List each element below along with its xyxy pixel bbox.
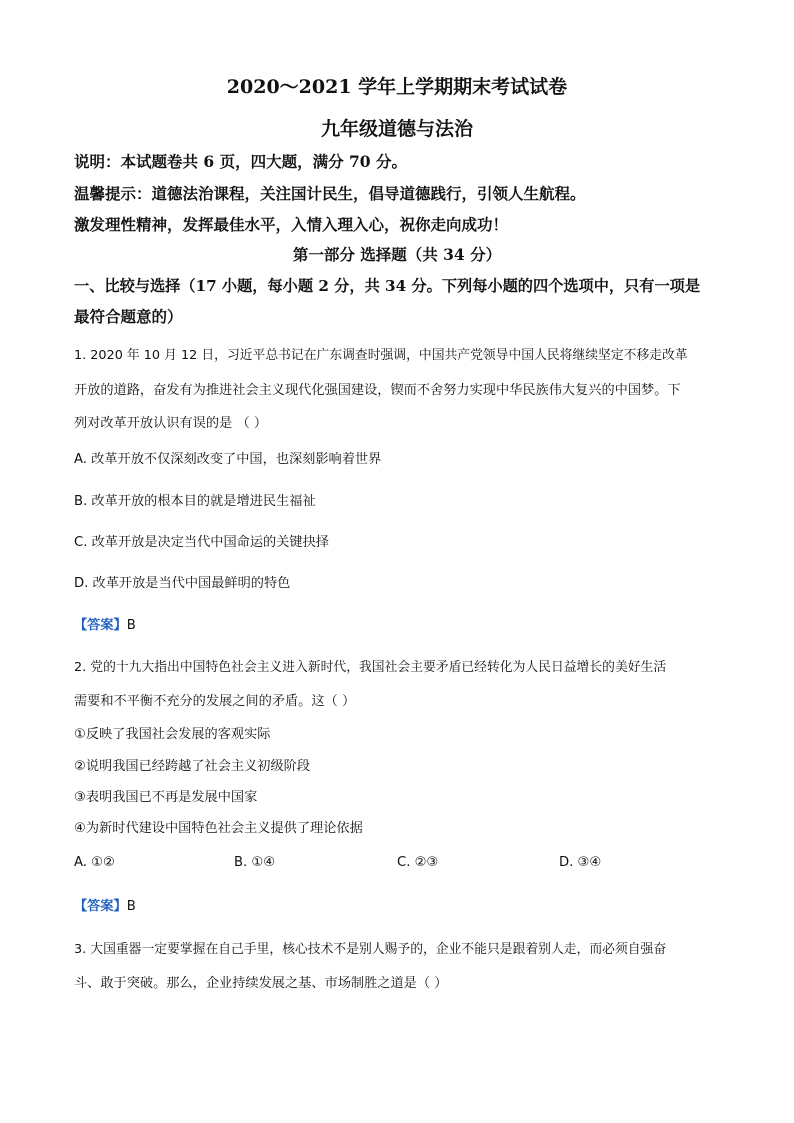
answer-line (74, 614, 136, 633)
question-stem-line: 3. 大国重器一定要掌握在自己手里，核心技术不是别人赐予的，企业不能只是跟着别人走，而必须自强奋 (74, 942, 667, 957)
question-stem-line: 列对改革开放认识有误的是 （ ） (74, 416, 268, 431)
statement-1: ①反映了我国社会发展的客观实际 (74, 727, 271, 742)
option-a: A. ①② (74, 855, 115, 870)
statement-4: ④为新时代建设中国特色社会主义提供了理论依据 (74, 821, 363, 836)
option-c: C. 改革开放是决定当代中国命运的关键抉择 (74, 535, 329, 550)
option-d: D. ③④ (559, 855, 602, 870)
statement-2: ②说明我国已经跨越了社会主义初级阶段 (74, 759, 311, 774)
option-d: D. 改革开放是当代中国最鲜明的特色 (74, 576, 291, 591)
exam-instruction: 说明：本试题卷共 6 页，四大题，满分 70 分。 (74, 152, 407, 171)
option-b: B. 改革开放的根本目的就是增进民生福祉 (74, 494, 316, 509)
question-stem-line: 开放的道路，奋发有为推进社会主义现代化强国建设，锲而不舍努力实现中华民族伟大复兴的中国梦。下 (74, 383, 681, 398)
warm-tip-line1: 温馨提示：道德法治课程，关注国计民生，倡导道德践行，引领人生航程。 (74, 184, 586, 203)
answer-value: B (126, 618, 136, 633)
answer-label: 【答案】 (74, 618, 127, 633)
question-stem-line: 2. 党的十九大指出中国特色社会主义进入新时代，我国社会主要矛盾已经转化为人民日益增长的美好生活 (74, 660, 667, 675)
section-heading-line1: 一、比较与选择（17 小题，每小题 2 分，共 34 分。下列每小题的四个选项中，只有一项是 (74, 277, 701, 295)
exam-subject: 九年级道德与法治 (320, 118, 473, 140)
answer-value: B (126, 899, 136, 914)
option-b: B. ①④ (234, 855, 276, 870)
part-title: 第一部分 选择题（共 34 分） (292, 245, 502, 264)
statement-3: ③表明我国已不再是发展中国家 (74, 790, 258, 805)
answer-line (74, 895, 136, 914)
question-stem-line: 斗、敢于突破。那么，企业持续发展之基、市场制胜之道是（ ） (74, 976, 448, 991)
question-stem-line: 1. 2020 年 10 月 12 日，习近平总书记在广东调查时强调，中国共产党领导中国人民将继续坚定不移走改革 (74, 348, 688, 363)
question-stem-line: 需要和不平衡不充分的发展之间的矛盾。这（ ） (74, 694, 356, 709)
option-a: A. 改革开放不仅深刻改变了中国，也深刻影响着世界 (74, 452, 382, 467)
section-heading-line2: 最符合题意的） (74, 307, 183, 326)
option-c: C. ②③ (397, 855, 439, 870)
exam-title: 2020～2021 学年上学期期末考试试卷 (226, 76, 568, 98)
answer-label: 【答案】 (74, 899, 127, 914)
warm-tip-line2: 激发理性精神，发挥最佳水平，入情入理入心，祝你走向成功！ (74, 215, 509, 234)
